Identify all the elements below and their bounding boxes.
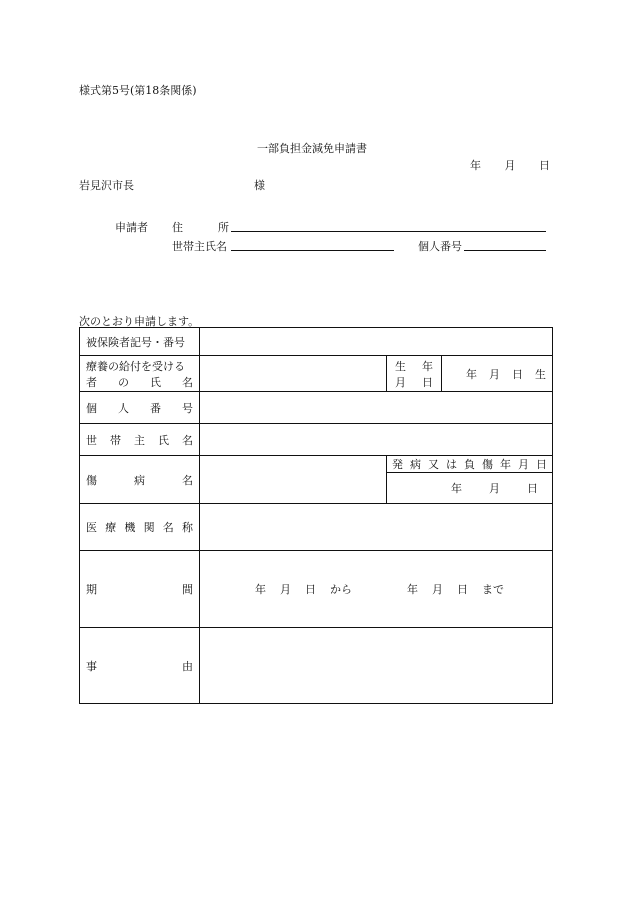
householder-row-field[interactable] xyxy=(200,424,553,456)
personal-number-field[interactable] xyxy=(464,250,546,251)
document-title: 一部負担金減免申請書 xyxy=(257,142,367,155)
reason-field[interactable] xyxy=(200,628,553,704)
onset-date-field[interactable]: 年 月 日 xyxy=(451,482,538,495)
addressee-honorific: 様 xyxy=(254,179,265,192)
personal-number-row-label: 個 人 番 号 xyxy=(80,392,200,424)
date-year-label: 年 xyxy=(470,159,481,172)
application-table xyxy=(79,327,553,704)
form-number: 様式第5号(第18条関係) xyxy=(79,84,197,97)
illness-label: 傷 病 名 xyxy=(80,456,200,504)
period-to: 年 月 日 まで xyxy=(407,583,504,596)
row-recipient xyxy=(80,356,553,392)
applicant-label: 申請者 xyxy=(115,221,148,234)
row-reason xyxy=(80,628,553,704)
institution-label: 医 療 機 関 名 称 xyxy=(80,504,200,551)
personal-number-label: 個人番号 xyxy=(418,240,462,253)
row-institution xyxy=(80,504,553,551)
intro-text: 次のとおり申請します。 xyxy=(79,315,200,328)
addressee-name: 岩見沢市長 xyxy=(79,179,134,192)
reason-label: 事 由 xyxy=(80,628,200,704)
date-day-label: 日 xyxy=(539,159,550,172)
householder-name-label: 世帯主氏名 xyxy=(172,240,227,253)
illness-name-field[interactable] xyxy=(200,456,387,504)
onset-label: 発 病 又 は 負 傷 年 月 日 xyxy=(387,456,552,473)
onset-cell xyxy=(387,456,553,504)
row-insured-number xyxy=(80,328,553,356)
row-illness xyxy=(80,456,553,504)
birth-label: 生 年 月 日 xyxy=(387,356,442,392)
insured-number-field[interactable] xyxy=(200,328,553,356)
institution-field[interactable] xyxy=(200,504,553,551)
row-personal-number xyxy=(80,392,553,424)
recipient-label-line1: 療養の給付を受ける xyxy=(86,359,185,373)
row-period xyxy=(80,551,553,628)
address-label-1: 住 xyxy=(172,221,183,234)
recipient-label xyxy=(80,356,200,392)
date-line xyxy=(470,157,550,173)
householder-name-field[interactable] xyxy=(231,250,394,251)
birth-date-field[interactable]: 年 月 日 生 xyxy=(442,356,553,392)
period-from: 年 月 日 から xyxy=(255,583,352,596)
row-householder xyxy=(80,424,553,456)
personal-number-row-field[interactable] xyxy=(200,392,553,424)
address-label-2: 所 xyxy=(218,221,229,234)
address-field[interactable] xyxy=(231,231,546,232)
householder-row-label: 世 帯 主 氏 名 xyxy=(80,424,200,456)
recipient-name-field[interactable] xyxy=(200,356,387,392)
recipient-label-line2: 者 の 氏 名 xyxy=(86,375,193,389)
period-label: 期 間 xyxy=(80,551,200,628)
insured-number-label: 被保険者記号・番号 xyxy=(80,328,200,356)
period-field[interactable] xyxy=(200,551,553,628)
date-month-label: 月 xyxy=(504,159,516,172)
